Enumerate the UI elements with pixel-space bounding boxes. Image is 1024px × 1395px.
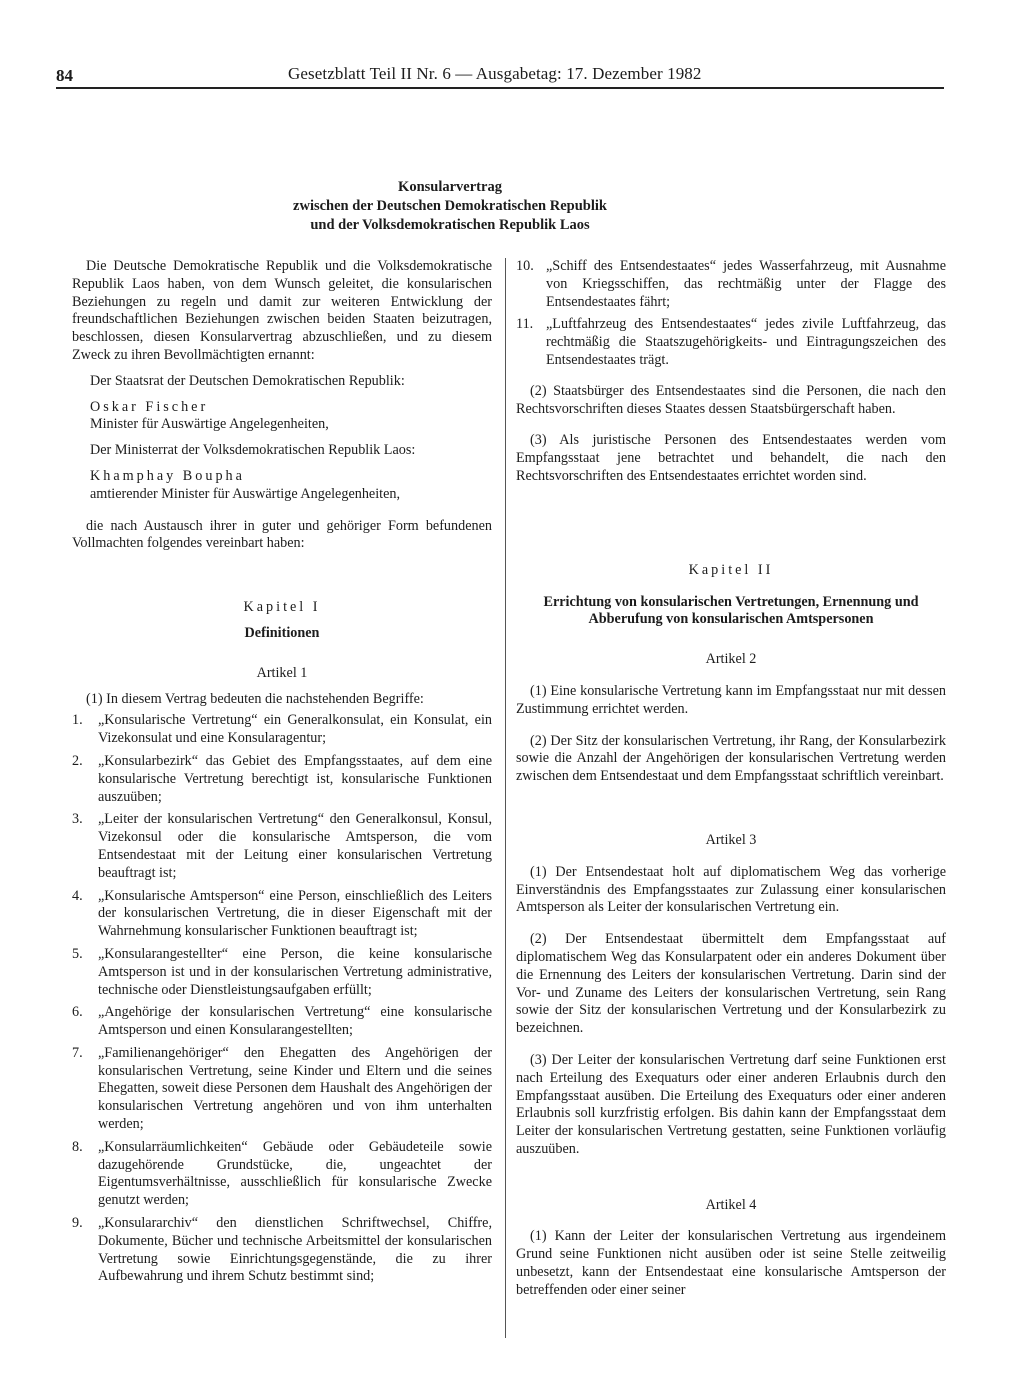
list-item: 11. „Luftfahrzeug des Entsendestaates“ jedes zivile Luftfahrzeug, das rechtmäßig die Staatszugehörigkeits- und Eintragungszeichen des Entsendestaates trägt. <box>516 316 946 368</box>
running-title: Gesetzblatt Teil II Nr. 6 — Ausgabetag: 17. Dezember 1982 <box>288 64 702 83</box>
artikel-4-paragraph-1: (1) Kann der Leiter der konsularischen Vertretung aus irgendeinem Grund seine Funktionen nicht ausüben oder ist seine Stelle zeitweilig unbesetzt, kann der Entsendestaat eine konsularische Amtsperson der betreffenden oder einer seiner <box>516 1228 946 1298</box>
title-line-1: Konsularvertrag <box>398 179 502 195</box>
list-item: 3. „Leiter der konsularischen Vertretung“ den Generalkonsul, Konsul, Vizekonsul oder die konsularische Amtsperson, die vom Entsendestaat mit der Leitung einer konsularischen Vertretung beauftragt ist; <box>72 811 492 881</box>
artikel-3-paragraph-3: (3) Der Leiter der konsularischen Vertretung darf seine Funktionen erst nach Erteilung des Exequaturs oder einer anderen Erlaubnis durch den Empfangsstaat ausüben. Die Erteilung des Exequaturs oder einer anderen Erlaubnis soll kurzfristig erfolgen. Bis dahin kann der Empfangsstaat dem Leiter der konsularischen Vertretung gestatten, seine Funktionen vorläufig auszuüben. <box>516 1051 946 1157</box>
preamble-closing: die nach Austausch ihrer in guter und gehöriger Form befundenen Vollmachten folgendes vereinbart haben: <box>72 517 492 552</box>
list-item: 4. „Konsularische Amtsperson“ eine Person, einschließlich des Leiters der konsularischen Vertretung, die in dieser Eigenschaft mit der Wahrnehmung konsularischer Funktionen beauftragt ist; <box>72 887 492 940</box>
preamble: Die Deutsche Demokratische Republik und die Volksdemokratische Republik Laos haben, von dem Wunsch geleitet, die konsularischen Beziehungen zu regeln und damit zur weiteren Entwicklung der freundschaftlichen Beziehungen zwischen beiden Staaten beizutragen, beschlossen, diesen Konsularvertrag abzuschließen, und zu diesem Zweck zu ihren Bevollmächtigten ernannt: <box>72 258 492 363</box>
document-title <box>250 178 650 235</box>
list-item: 5. „Konsularangestellter“ eine Person, die keine konsularische Amtsperson ist und in der konsularischen Vertretung administrative, technische oder Dienstleistungsaufgaben erfüllt; <box>72 945 492 998</box>
title-line-3: und der Volksdemokratischen Republik Laos <box>310 217 590 233</box>
left-column <box>72 258 492 1291</box>
list-item: 9. „Konsulararchiv“ den dienstlichen Schriftwechsel, Chiffre, Dokumente, Bücher und technische Arbeitsmittel der konsularischen Vertretung sowie Einrichtungsgegenstände, die zu ihrer Aufbewahrung und ihrem Schutz bestimmt sind; <box>72 1215 492 1285</box>
artikel-4-heading: Artikel 4 <box>705 1196 757 1213</box>
kapitel-1-heading: Kapitel I <box>243 599 321 616</box>
right-column <box>516 258 946 1300</box>
kapitel-2-heading: Kapitel II <box>688 561 774 578</box>
list-item: 1. „Konsularische Vertretung“ ein Generalkonsulat, ein Konsulat, ein Vizekonsulat und eine Konsularagentur; <box>72 712 492 747</box>
kapitel-1-title: Definitionen <box>244 624 320 641</box>
artikel-1-heading: Artikel 1 <box>256 664 308 681</box>
page-header <box>56 62 944 90</box>
list-item: 8. „Konsularräumlichkeiten“ Gebäude oder Gebäudeteile sowie dazugehörende Grundstücke, die, ungeachtet der Eigentumsverhältnisse, ausschließlich für konsularische Zwecke genutzt werden; <box>72 1138 492 1209</box>
signatory-fischer-title: Minister für Auswärtige Angelegenheiten, <box>90 416 329 433</box>
list-item: 6. „Angehörige der konsularischen Vertretung“ eine konsularische Amtsperson und einen Konsularangestellten; <box>72 1004 492 1039</box>
staatsrat-line: Der Staatsrat der Deutschen Demokratischen Republik: <box>90 372 405 389</box>
artikel-3-paragraph-2: (2) Der Entsendestaat übermittelt dem Empfangsstaat auf diplomatischem Weg das Konsularpatent oder ein anderes Dokument über die Ernennung des Leiters der konsularischen Vertretung. Darin sind der Vor- und Zuname des Leiters der konsularischen Vertretung, sein Rang sowie der Sitz der konsularischen Vertretung und der Konsularbezirk zu bezeichnen. <box>516 931 946 1037</box>
artikel-3-paragraph-1: (1) Der Entsendestaat holt auf diplomatischem Weg das vorherige Einverständnis des Empfangsstaates zur Zulassung einer konsularischen Amtsperson als Leiter der konsularischen Vertretung ein. <box>516 863 946 916</box>
artikel-1-paragraph-2: (2) Staatsbürger des Entsendestaates sind die Personen, die nach den Rechtsvorschriften dieses Staates dessen Staatsbürgerschaft haben. <box>516 382 946 417</box>
artikel-2-heading: Artikel 2 <box>705 651 757 668</box>
signatory-fischer-name: Oskar Fischer <box>90 398 209 415</box>
artikel-2-paragraph-2: (2) Der Sitz der konsularischen Vertretung, ihr Rang, der Konsularbezirk sowie die Anzahl der Angehörigen der konsularischen Vertretung werden zwischen dem Entsendestaat und dem Empfangsstaat schriftlich vereinbart. <box>516 732 946 785</box>
ministerrat-line: Der Ministerrat der Volksdemokratischen Republik Laos: <box>90 442 416 459</box>
definitions-list <box>72 712 492 1286</box>
list-item: 7. „Familienangehöriger“ den Ehegatten des Angehörigen der konsularischen Vertretung, seine Kinder und Eltern und die seines Ehegatten, soweit diese Personen dem Haushalt des Angehörigen der konsularischen Vertretung angehören und von ihm unterhalten werden; <box>72 1044 492 1133</box>
kapitel-2-title: Errichtung von konsularischen Vertretungen, Ernennung und Abberufung von konsularischen Amtspersonen <box>543 593 919 628</box>
column-divider <box>505 258 506 1338</box>
signatory-boupha-name: Khamphay Boupha <box>90 467 245 484</box>
list-item: 10. „Schiff des Entsendestaates“ jedes Wasserfahrzeug, mit Ausnahme von Kriegsschiffen, das rechtmäßig unter der Flagge des Entsendestaates fährt; <box>516 258 946 310</box>
artikel-1-paragraph-3: (3) Als juristische Personen des Entsendestaates werden vom Empfangsstaat jene betrachtet und behandelt, die nach den Rechtsvorschriften des Entsendestaates errichtet worden sind. <box>516 432 946 484</box>
list-item: 2. „Konsularbezirk“ das Gebiet des Empfangsstaates, auf dem eine konsularische Vertretung berechtigt ist, konsularische Funktionen auszuüben; <box>72 752 492 805</box>
signatory-boupha-title: amtierender Minister für Auswärtige Angelegenheiten, <box>90 485 401 502</box>
artikel-1-intro: (1) In diesem Vertrag bedeuten die nachstehenden Begriffe: <box>86 690 424 707</box>
artikel-3-heading: Artikel 3 <box>705 831 757 848</box>
page-number: 84 <box>56 66 73 85</box>
artikel-2-paragraph-1: (1) Eine konsularische Vertretung kann im Empfangsstaat nur mit dessen Zustimmung errichtet werden. <box>516 682 946 717</box>
title-line-2: zwischen der Deutschen Demokratischen Republik <box>293 198 607 214</box>
header-rule <box>56 87 944 89</box>
